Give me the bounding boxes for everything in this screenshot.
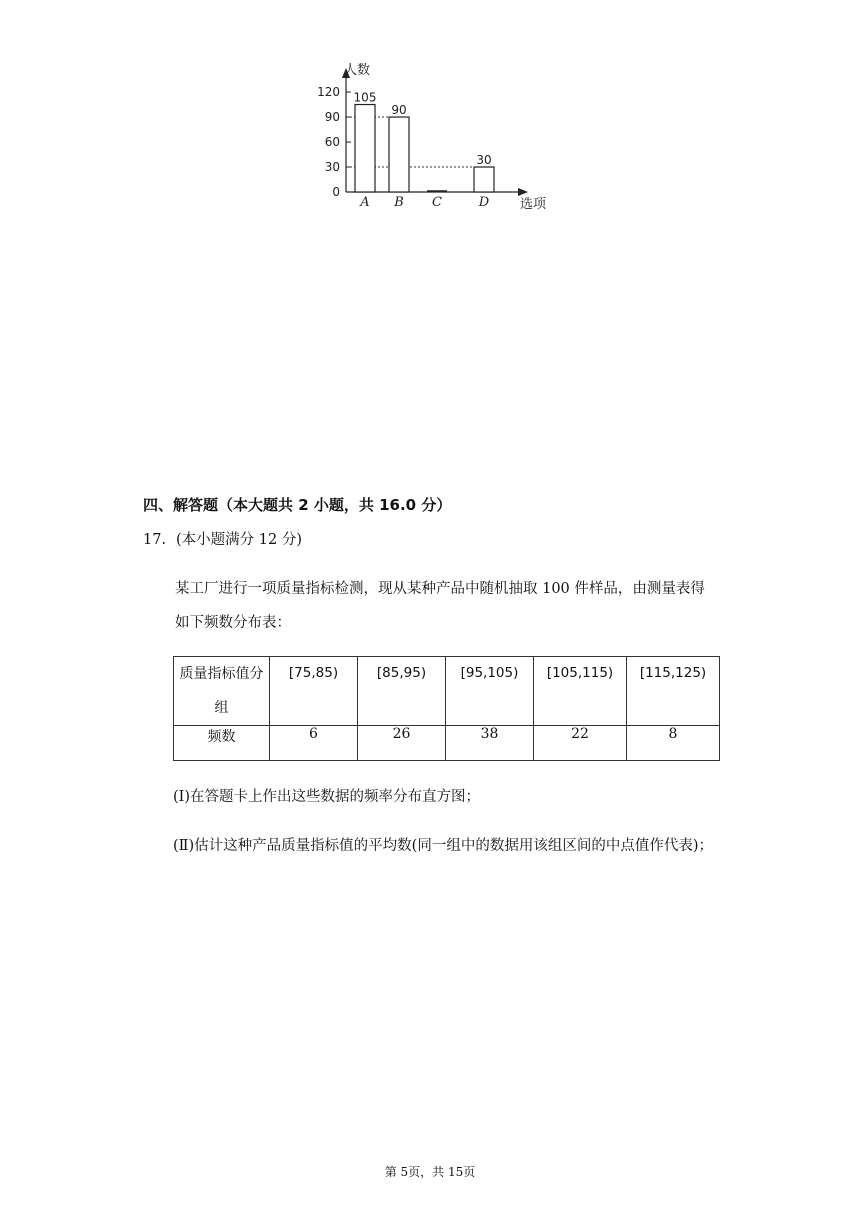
y-axis-label: 人数 [344, 63, 371, 78]
section-title: 四、解答题（本大题共 2 小题，共 16.0 分） [143, 496, 452, 514]
y-tick-label: 30 [324, 160, 340, 175]
bar-B [389, 117, 409, 192]
category-label: A [360, 195, 370, 210]
page-footer: 第 5页，共 15页 [384, 1165, 476, 1179]
y-tick-label: 90 [324, 110, 340, 125]
header-label-line1: 质量指标值分 [179, 666, 264, 682]
table-cell-frequency: 22 [534, 726, 627, 761]
bar-A [355, 105, 375, 192]
x-axis-arrow [518, 188, 528, 196]
category-label: B [394, 195, 404, 210]
bar-chart-svg [300, 60, 570, 220]
bar-D [474, 167, 494, 192]
table-cell-interval: [115,125) [627, 657, 720, 726]
x-axis-label: 选项 [520, 197, 547, 212]
category-label: D [478, 195, 490, 210]
question-note: (本小题满分 12 分) [176, 532, 302, 548]
question-stem-line1: 某工厂进行一项质量指标检测，现从某种产品中随机抽取 100 件样品，由测量表得 [175, 581, 705, 597]
y-tick-label: 120 [317, 85, 340, 100]
question-header [143, 528, 302, 549]
table-cell-interval: [105,115) [534, 657, 627, 726]
table-row-intervals [174, 657, 720, 726]
category-label: C [432, 195, 442, 210]
table-cell-frequency: 26 [358, 726, 446, 761]
y-tick-label: 0 [332, 185, 340, 199]
table-header-label [174, 657, 270, 726]
table-row-frequencies [174, 726, 720, 761]
header-label-line2: 组 [214, 700, 229, 716]
data-label: 30 [476, 153, 492, 168]
bar-chart [300, 60, 570, 220]
question-number: 17. [143, 532, 167, 548]
table-cell-interval: [95,105) [446, 657, 534, 726]
sub-question-1: (Ⅰ)在答题卡上作出这些数据的频率分布直方图； [173, 789, 481, 805]
data-label: 90 [391, 103, 407, 118]
frequency-table [173, 656, 720, 761]
sub-question-2: (Ⅱ)估计这种产品质量指标值的平均数(同一组中的数据用该组区间的中点值作代表)； [173, 838, 713, 854]
y-tick-label: 60 [324, 135, 340, 150]
table-cell-frequency: 38 [446, 726, 534, 761]
table-cell-interval: [75,85) [270, 657, 358, 726]
table-cell-frequency: 8 [627, 726, 720, 761]
table-cell-frequency: 6 [270, 726, 358, 761]
table-row-label: 频数 [174, 726, 270, 761]
question-stem-line2: 如下频数分布表： [175, 615, 291, 631]
data-label: 105 [353, 90, 377, 105]
table-cell-interval: [85,95) [358, 657, 446, 726]
